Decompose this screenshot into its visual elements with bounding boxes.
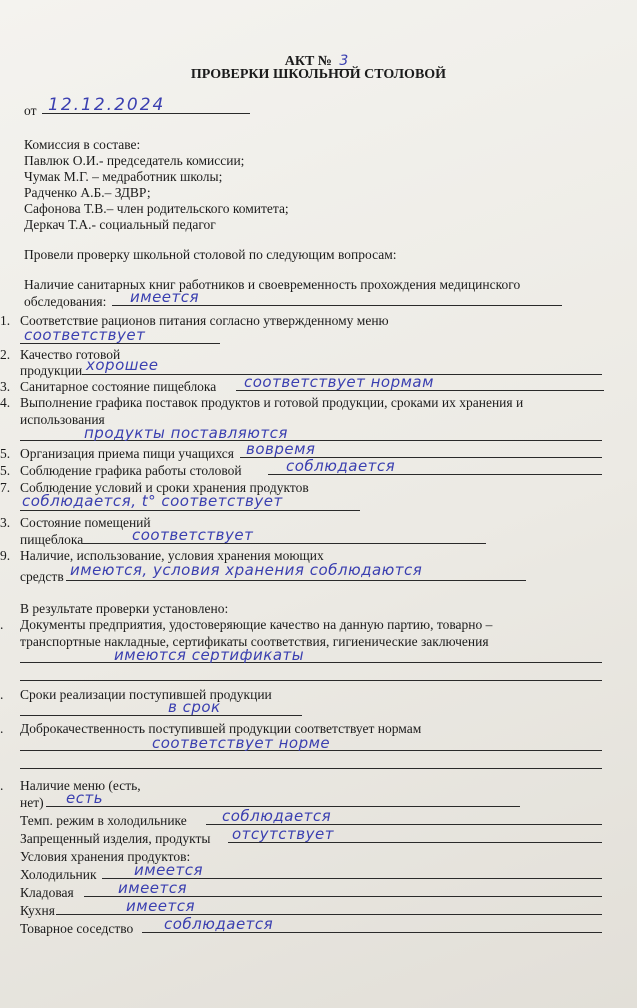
commission-member: Деркач Т.А.- социальный педагог — [24, 217, 216, 232]
q7-label: Соблюдение условий и сроки хранения продуктов — [20, 480, 309, 495]
r4-answer: есть — [66, 789, 104, 807]
item-number: 9. — [0, 548, 11, 563]
r11-answer: соблюдается — [164, 915, 274, 933]
commission-member: Павлюк О.И.- председатель комиссии; — [24, 153, 245, 168]
q4-answer: продукты поставляются — [84, 424, 288, 442]
q9-label-2: средств — [20, 569, 64, 584]
r1-label: Документы предприятия, удостоверяющие качество на данную партию, товарно – — [20, 617, 493, 632]
item-number: 3. — [0, 515, 11, 530]
q8-label: Состояние помещений — [20, 515, 151, 530]
r8-answer: имеется — [134, 861, 204, 879]
r4-label-2: нет) — [20, 795, 44, 810]
r3-answer: соответствует норме — [152, 734, 331, 752]
r11-label: Товарное соседство — [20, 921, 134, 936]
r3-label: Доброкачественность поступившей продукции соответствует нормам — [20, 721, 422, 736]
commission-member: Чумак М.Г. – медработник школы; — [24, 169, 223, 184]
q5-answer: вовремя — [246, 440, 316, 458]
r5-answer: соблюдается — [222, 807, 332, 825]
r2-label: Сроки реализации поступившей продукции — [20, 687, 272, 702]
item-number: 3. — [0, 379, 11, 394]
q2-label-2: продукции — [20, 363, 83, 378]
item-number: . — [0, 687, 4, 702]
q9-label: Наличие, использование, условия хранения моющих — [20, 548, 324, 563]
answer-line — [20, 662, 602, 663]
answer-line — [20, 680, 602, 681]
r8-label: Холодильник — [20, 867, 97, 882]
answer-line — [20, 715, 302, 716]
sanitary-books-label: Наличие санитарных книг работников и своевременность прохождения медицинского — [24, 277, 521, 292]
r5-label: Темп. режим в холодильнике — [20, 813, 187, 828]
item-number: 1. — [0, 313, 11, 328]
q6-label: Соблюдение графика работы столовой — [20, 463, 242, 478]
q3-label: Санитарное состояние пищеблока — [20, 379, 217, 394]
q6-answer: соблюдается — [286, 457, 396, 475]
commission-heading: Комиссия в составе: — [24, 137, 141, 152]
r4-label: Наличие меню (есть, — [20, 778, 141, 793]
q2-answer: хорошее — [86, 356, 159, 374]
q8-label-2: пищеблока — [20, 532, 84, 547]
r2-answer: в срок — [168, 698, 221, 716]
item-number: 2. — [0, 347, 11, 362]
item-number: 7. — [0, 480, 11, 495]
item-number: . — [0, 617, 4, 632]
q3-answer: соответствует нормам — [244, 373, 434, 391]
act-label: АКТ № — [284, 54, 332, 69]
r7-label: Условия хранения продуктов: — [20, 849, 191, 864]
commission-member: Сафонова Т.В.– член родительского комитета; — [24, 201, 289, 216]
r9-answer: имеется — [118, 879, 188, 897]
r6-answer: отсутствует — [232, 825, 334, 843]
r6-label: Запрещенный изделия, продукты — [20, 831, 211, 846]
q4-label: Выполнение графика поставок продуктов и готовой продукции, сроками их хранения и — [20, 395, 524, 410]
item-number: . — [0, 778, 4, 793]
q2-label: Качество готовой — [20, 347, 121, 362]
item-number: 5. — [0, 463, 11, 478]
q8-answer: соответствует — [132, 526, 254, 544]
r10-label: Кухня — [20, 903, 55, 918]
sanitary-books-answer: имеется — [130, 288, 200, 306]
q1-label: Соответствие рационов питания согласно утвержденному меню — [20, 313, 389, 328]
answer-line — [20, 768, 602, 769]
answer-line — [66, 580, 526, 581]
act-number: 3 — [335, 53, 352, 70]
q7-answer: соблюдается, t° соответствует — [22, 492, 283, 510]
r10-answer: имеется — [126, 897, 196, 915]
item-number: 5. — [0, 446, 11, 461]
r9-label: Кладовая — [20, 885, 74, 900]
r1-answer: имеются сертификаты — [114, 646, 305, 664]
q5-label: Организация приема пищи учащихся — [20, 446, 235, 461]
r1-label-2: транспортные накладные, сертификаты соответствия, гигиенические заключения — [20, 634, 489, 649]
page-title: ПРОВЕРКИ ШКОЛЬНОЙ СТОЛОВОЙ — [190, 67, 447, 82]
item-number: 4. — [0, 395, 11, 410]
q9-answer: имеются, условия хранения соблюдаются — [70, 561, 423, 579]
date-value: 12.12.2024 — [48, 95, 166, 115]
commission-member: Радченко А.Б.– ЗДВР; — [24, 185, 151, 200]
results-heading: В результате проверки установлено: — [20, 601, 229, 616]
item-number: . — [0, 721, 4, 736]
intro-text: Провели проверку школьной столовой по следующим вопросам: — [24, 247, 397, 262]
answer-line — [20, 510, 360, 511]
q4-label-2: использования — [20, 412, 105, 427]
q1-answer: соответствует — [24, 326, 146, 344]
date-prefix: от — [24, 103, 37, 118]
sanitary-books-label-2: обследования: — [24, 294, 107, 309]
